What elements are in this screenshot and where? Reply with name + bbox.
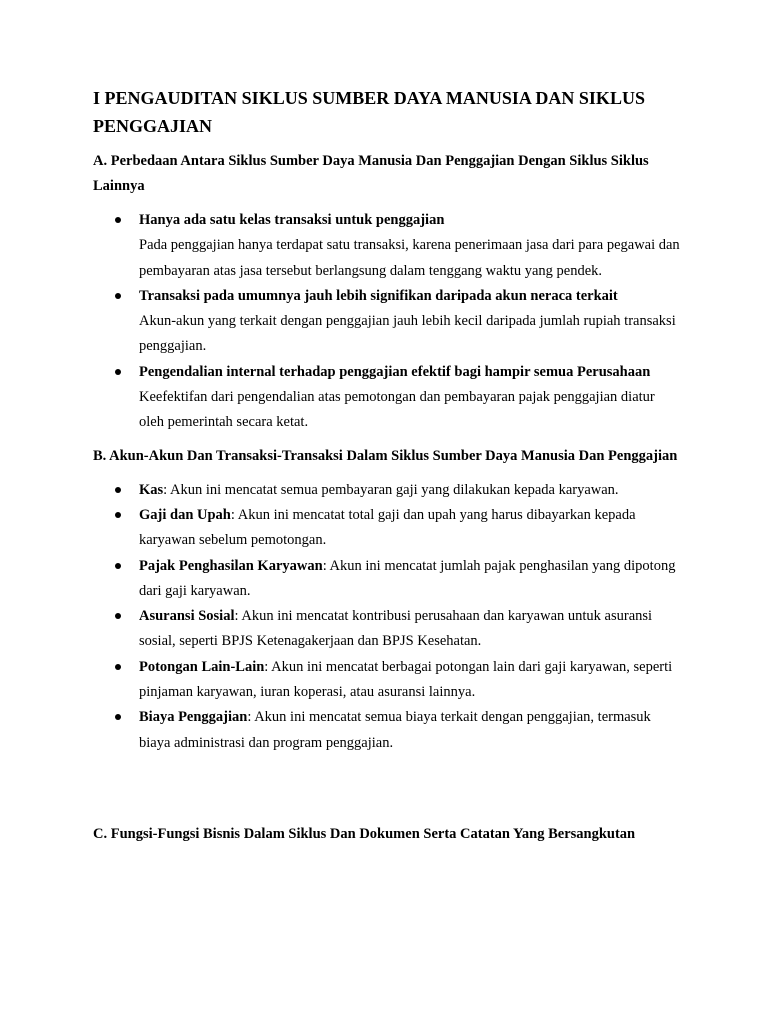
account-term: Pajak Penghasilan Karyawan <box>139 557 323 574</box>
section-b-heading: B. Akun-Akun Dan Transaksi-Transaksi Dalam Siklus Sumber Daya Manusia Dan Penggajian <box>93 447 678 464</box>
bullet-icon <box>115 217 121 223</box>
list-item <box>93 360 683 436</box>
list-item <box>93 503 683 554</box>
item-title: Pengendalian internal terhadap penggajian efektif bagi hampir semua Perusahaan <box>139 363 651 380</box>
account-term: Biaya Penggajian <box>139 709 248 726</box>
list-item <box>93 554 683 605</box>
section-a-list <box>93 208 683 436</box>
list-item <box>93 705 683 756</box>
document-page <box>93 84 683 856</box>
bullet-icon <box>115 487 121 493</box>
account-term: Kas <box>139 481 164 498</box>
account-description: : Akun ini mencatat jumlah pajak penghasilan yang dipotong dari gaji karyawan. <box>139 557 676 599</box>
bullet-icon <box>115 293 121 299</box>
bullet-icon <box>115 563 121 569</box>
account-term: Gaji dan Upah <box>139 506 231 523</box>
account-description: : Akun ini mencatat semua biaya terkait dengan penggajian, termasuk biaya administrasi dan program penggajian. <box>139 709 651 751</box>
section-a-heading: A. Perbedaan Antara Siklus Sumber Daya Manusia Dan Penggajian Dengan Siklus Siklus Lainnya <box>93 153 649 194</box>
bullet-icon <box>115 664 121 670</box>
account-term: Potongan Lain-Lain <box>139 658 265 675</box>
bullet-icon <box>115 369 121 375</box>
bullet-icon <box>115 613 121 619</box>
list-item <box>93 478 683 503</box>
section-c-heading: C. Fungsi-Fungsi Bisnis Dalam Siklus Dan Dokumen Serta Catatan Yang Bersangkutan <box>93 825 636 842</box>
account-description: : Akun ini mencatat berbagai potongan lain dari gaji karyawan, seperti pinjaman karyawan, iuran koperasi, atau asuransi lainnya. <box>139 658 673 701</box>
item-description: Pada penggajian hanya terdapat satu transaksi, karena penerimaan jasa dari para pegawai dan pembayaran atas jasa tersebut berlangsung dalam tenggang waktu yang pendek. <box>139 237 680 279</box>
account-description: : Akun ini mencatat semua pembayaran gaji yang dilakukan kepada karyawan. <box>163 481 619 498</box>
section-spacer <box>93 764 683 822</box>
bullet-icon <box>115 714 121 720</box>
account-description: : Akun ini mencatat total gaji dan upah yang harus dibayarkan kepada karyawan sebelum pemotongan. <box>139 506 636 549</box>
account-description: : Akun ini mencatat kontribusi perusahaan dan karyawan untuk asuransi sosial, seperti BPJS Ketenagakerjaan dan BPJS Kesehatan. <box>139 608 653 650</box>
item-title: Transaksi pada umumnya jauh lebih signifikan daripada akun neraca terkait <box>139 287 618 304</box>
list-item <box>93 604 683 655</box>
item-description: Akun-akun yang terkait dengan penggajian jauh lebih kecil daripada jumlah rupiah transaksi penggajian. <box>139 313 676 355</box>
bullet-icon <box>115 512 121 518</box>
item-description: Keefektifan dari pengendalian atas pemotongan dan pembayaran pajak penggajian diatur oleh pemerintah secara ketat. <box>139 389 655 431</box>
item-title: Hanya ada satu kelas transaksi untuk penggajian <box>139 212 445 228</box>
account-term: Asuransi Sosial <box>139 608 235 625</box>
document-title: I PENGAUDITAN SIKLUS SUMBER DAYA MANUSIA DAN SIKLUS PENGGAJIAN <box>93 88 645 136</box>
list-item <box>93 284 683 360</box>
section-b-list <box>93 478 683 756</box>
list-item <box>93 655 683 706</box>
list-item <box>93 208 683 284</box>
